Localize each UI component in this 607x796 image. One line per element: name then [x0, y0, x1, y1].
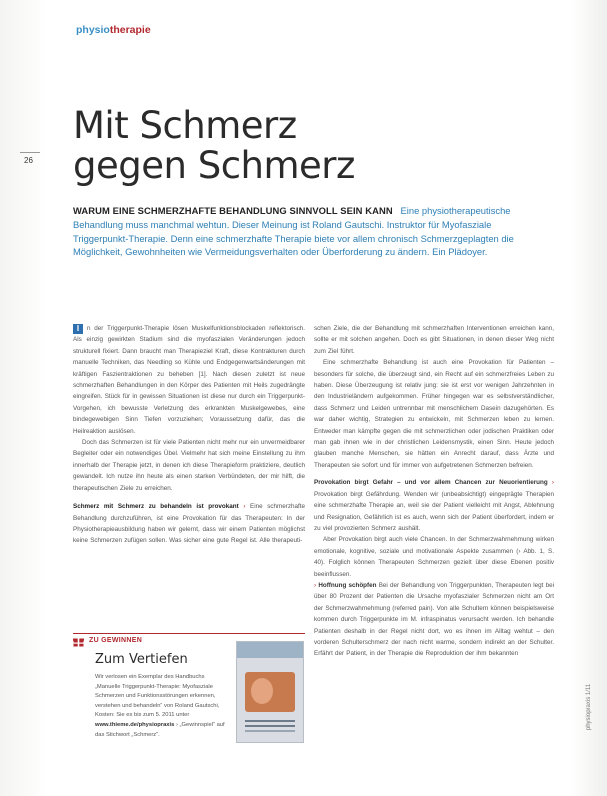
- contest-text: [95, 673, 227, 740]
- book-cover-band: [237, 642, 303, 658]
- body-column-right: [314, 323, 554, 660]
- left-paragraph-1: [73, 323, 305, 437]
- right-paragraph-4: Aber Provokation birgt auch viele Chancen. In der Schmerzwahrnehmung wirken emotionale, kognitive, soziale und motivationale Aspekte zusammen (› Abb. 1, S. 40). Folglich können Therapeuten Schmerzen gezielt über diese Ebenen positiv beeinflussen.: [314, 536, 554, 578]
- gift-icon: [73, 636, 84, 647]
- teaser-lead: Eine physiotherapeutische Behandlung muss manchmal wehtun. Dieser Meinung ist Roland Gautschi. Instruktor für Myofasziale Triggerpunkt-Therapie. Denn eine schmerzhafte Therapie biete vor allem chronisch Schmerzgeplagten die Möglichkeit, Gewohnheiten wie Vermeidungsverhalten oder Überforderung zu ändern. Ein Plädoyer.: [73, 205, 514, 258]
- page-number-rule: [20, 152, 40, 153]
- right-paragraph-3-text: Provokation birgt Gefährdung. Wenden wir (unbeabsichtigt) eingeprägte Therapien eine schmerzhafte Therapie an, weil sie der Patient vielleicht mit Angst, Ablehnung und Resignation, Gefährlich ist es auch, wenn sich der Patient überfordert, indem er zu viel provozierten Schmerz aushält.: [314, 490, 554, 532]
- arrow-icon: ›: [243, 503, 246, 511]
- left-paragraph-3: [73, 501, 305, 547]
- article-teaser: [73, 204, 543, 259]
- book-cover-image: [236, 641, 304, 743]
- article-headline: [73, 106, 493, 186]
- right-paragraph-5: [314, 580, 554, 660]
- right-paragraph-5-text: Bei der Behandlung von Triggerpunkten, Therapeuten legt bei über 80 Prozent der Patienten die Ursache myofaszialer Schmerzen nicht am Ort der Schmerzwahrnehmung (referred pain). Von alle Schultern können beispielsweise kommen durch Triggerpunkte im M. infraspinatus verursacht werden. Ich behandle Patienten deshalb in der Regel nicht dort, wo es ihnen im Alltag wehtut – den vorderen Schulterschmerz der nach nicht warme, sondern indirekt an der Schulter. Erfährt der Patient, in der Therapie die Reproduktion der ihm bekannten: [314, 581, 554, 658]
- right-paragraph-2: Eine schmerzhafte Behandlung ist auch eine Provokation für Patienten – besonders für solche, die überzeugt sind, ein Recht auf ein schmerzfreies Leben zu haben. Diese Überzeugung ist relativ jung: sie ist erst vor wenigen Jahrzehnten in den Industrieländern aufgekommen. Früher hingegen war es selbstverständlicher, dass Schmerz und Leiden untrennbar mit menschlichem Dasein dazugehörten. Es war daher wichtig, Strategien zu entwickeln, mit Schmerzen leben zu lernen. Entweder man kämpfte gegen die mit schmerzlichen oder jodischen Praktiken oder man gab ihnen wie in der christlichen Leidensmystik, einen Sinn. Heute jedoch glauben manche Menschen, sie hätten ein Anrecht darauf, dass Ärzte und Therapeuten sie sofort und für immer von aufgetretenen Schmerzen befreien.: [314, 359, 554, 469]
- contest-label: ZU GEWINNEN: [89, 637, 143, 644]
- book-cover-text-lines: [245, 720, 295, 722]
- body-column-left: [73, 323, 305, 547]
- arrow-icon: ›: [314, 581, 317, 589]
- right-paragraph-3: [314, 477, 554, 534]
- teaser-kicker: WARUM EINE SCHMERZHAFTE BEHANDLUNG SINNVOLL SEIN KANN: [73, 205, 393, 216]
- left-subhead: Schmerz mit Schmerz zu behandeln ist provokant: [73, 503, 239, 511]
- contest-text-body: Wir verlosen ein Exemplar des Handbuchs „Manuelle Triggerpunkt-Therapie: Myofasziale Schmerzen und Funktionsstörungen erkennen, verstehen und behandeln“ von Roland Gautschi, Kosten: Sie es bis zum 5. 2011 unter: [95, 674, 220, 719]
- contest-box: [73, 633, 305, 751]
- side-reference: [583, 640, 595, 780]
- right-subhead-2: Hoffnung schöpfen: [318, 581, 377, 589]
- contest-text-tail: › „Gewinnspiel“ auf das Stichwort „Schmerz“.: [95, 721, 225, 738]
- headline-line-2: gegen Schmerz: [73, 144, 355, 187]
- left-paragraph-3-text: Eine schmerzhafte Behandlung durchzuführen, ist eine Provokation für das Therapeuten: In der Physiotherapieausbildung haben wir gelernt, dass wir einem Patienten möglichst keine Schmerzen zufügen sollen. Was sicher eine gute Regel ist. Alle therapeuti-: [73, 503, 305, 545]
- drop-cap: I: [73, 324, 83, 334]
- page-number: 26: [24, 156, 33, 165]
- section-label-part2: therapie: [109, 24, 151, 36]
- headline-line-1: Mit Schmerz: [73, 104, 297, 147]
- left-paragraph-1-text: n der Triggerpunkt-Therapie lösen Muskelfunktionsblockaden reflektorisch. Als einzig gewirkten Stadium sind die myofaszialen Veränderungen jedoch strukturell fixiert. Dann braucht man Therapieziel Kraft, diese Kontrakturen durch manuelle Techniken, das Needling so Kühle und Endgegenwartsänderungen mit kräftigen Faszientraktionen zu beheben [1]. Nach diesen zuletzt ist neue schmerzhaften Behandlungen in den Körper des Patienten mit Heils zugedrängte eingreifen. Stück für in gewissen Situationen ist diese nur durch ein Triggerpunkt-Vorgehen, ich bewusste Verletzung des erkrankten Muskelgewebes, eine bindegewebigen Sinn Tiefen vorzuziehen; Voraussetzung dafür, das die Heilreaktion auslösen.: [73, 325, 305, 435]
- section-label-part1: physio: [76, 24, 110, 36]
- contest-title: Zum Vertiefen: [95, 652, 188, 667]
- right-paragraph-1: schen Ziele, die der Behandlung mit schmerzhaften Interventionen erreichen kann, sollte er mit solchen angehen. Doch es gibt Situationen, in denen dieser Weg nicht zum Ziel führt.: [314, 325, 554, 355]
- section-label: [76, 24, 151, 36]
- side-reference-text: physiopraxis 1/11: [586, 683, 592, 731]
- arrow-icon: ›: [551, 479, 554, 487]
- contest-website-link[interactable]: www.thieme.de/physiopraxis: [95, 721, 175, 728]
- book-cover-photo-detail: [251, 678, 273, 704]
- left-paragraph-2: Doch das Schmerzen ist für viele Patienten nicht mehr nur ein unvermeidbarer Begleiter oder ein notwendiges Übel. Vielmehr hat sich meine Einstellung zu ihm innerhalb der Therapie jetzt, in denen ich diese Therapieform praktiziere, deutlich gewandelt. Ich nutze ihn heute als einen starken Verbündeten, der mir hilft, die therapeutischen Ziele zu erreichen.: [73, 439, 305, 492]
- right-subhead: Provokation birgt Gefahr – und vor allem Chancen zur Neuorientierung: [314, 479, 548, 487]
